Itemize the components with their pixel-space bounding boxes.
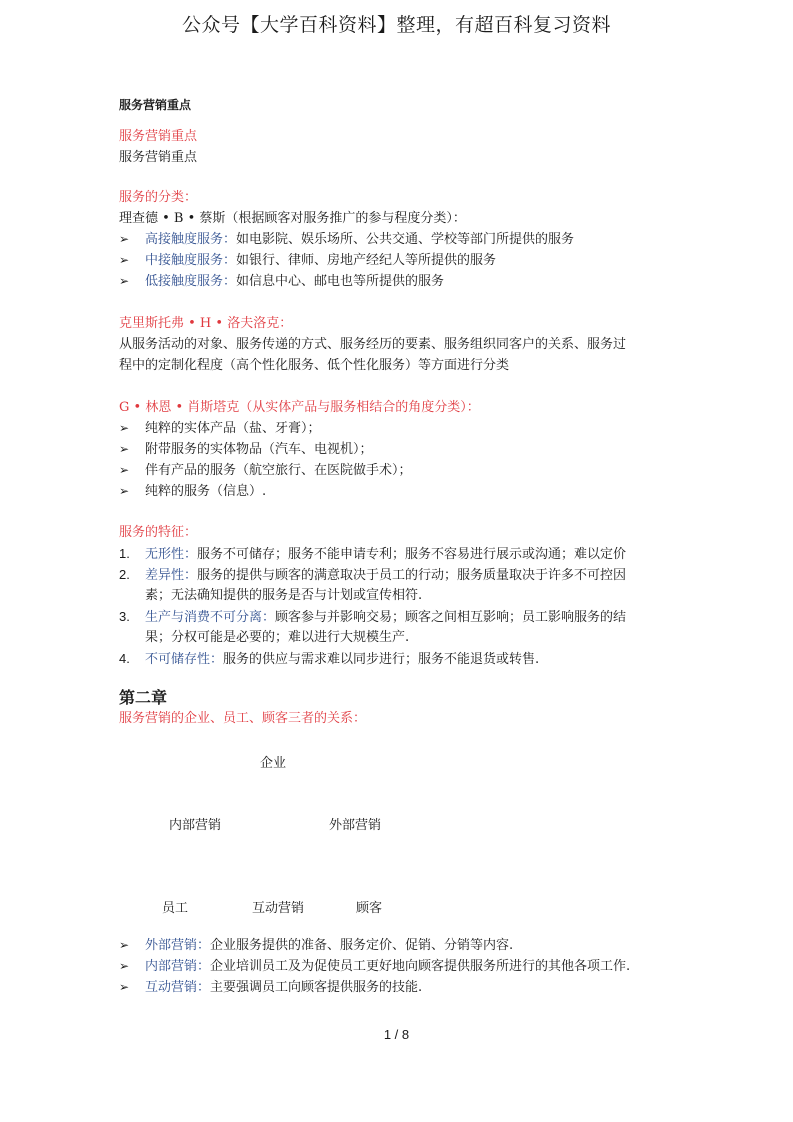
list-item	[119, 250, 496, 271]
classification-heading: 服务的分类：	[119, 190, 198, 205]
list-item	[119, 977, 422, 998]
item-label: 外部营销：	[145, 938, 211, 953]
list-item	[119, 481, 266, 502]
item-continuation: 果；分权可能是必要的；难以进行大规模生产.	[145, 630, 410, 645]
arrow-bullet-icon: ➢	[119, 484, 130, 498]
item-text: 企业培训员工及为促使员工更好地向顾客提供服务所进行的其他各项工作.	[210, 959, 631, 974]
item-text: 顾客参与并影响交易；顾客之间相互影响；员工影响服务的结	[275, 610, 627, 625]
item-text: 如信息中心、邮电也等所提供的服务	[236, 274, 445, 289]
document-title: 服务营销重点	[119, 98, 192, 112]
item-label: 互动营销：	[145, 980, 211, 995]
features-heading: 服务的特征：	[119, 525, 198, 540]
item-label: 内部营销：	[145, 959, 211, 974]
chapter-title: 第二章	[119, 688, 168, 707]
list-item	[119, 935, 513, 956]
list-item	[119, 229, 574, 250]
item-text: 纯粹的服务（信息）.	[145, 484, 267, 499]
diagram-company: 企业	[260, 756, 287, 771]
item-text: 附带服务的实体物品（汽车、电视机）；	[145, 442, 373, 457]
item-number: 4.	[119, 651, 130, 666]
arrow-bullet-icon: ➢	[119, 442, 130, 456]
item-text: 伴有产品的服务（航空旅行、在医院做手术）；	[145, 463, 412, 478]
diagram-employee: 员工	[162, 901, 189, 916]
author-chase: 理查德 • B • 蔡斯（根据顾客对服务推广的参与程度分类）：	[119, 211, 466, 226]
numbered-item	[119, 543, 626, 564]
arrow-bullet-icon: ➢	[119, 959, 130, 973]
list-item	[119, 271, 444, 292]
arrow-bullet-icon: ➢	[119, 938, 130, 952]
list-item	[119, 460, 412, 481]
arrow-bullet-icon: ➢	[119, 232, 130, 246]
lovelock-text-line2: 程中的定制化程度（高个性化服务、低个性化服务）等方面进行分类	[119, 358, 510, 373]
list-item	[119, 418, 321, 439]
lovelock-text-line1: 从服务活动的对象、服务传递的方式、服务经历的要素、服务组织同客户的关系、服务过	[119, 337, 627, 352]
intro-black-line: 服务营销重点	[119, 150, 198, 165]
arrow-bullet-icon: ➢	[119, 253, 130, 267]
item-label: 生产与消费不可分离：	[145, 610, 276, 625]
diagram-customer: 顾客	[356, 901, 383, 916]
item-text: 纯粹的实体产品（盐、牙膏）；	[145, 421, 321, 436]
item-text: 服务的供应与需求难以同步进行；服务不能退货或转售.	[223, 652, 540, 667]
item-label: 低接触度服务：	[145, 274, 237, 289]
relation-heading: 服务营销的企业、员工、顾客三者的关系：	[119, 711, 367, 726]
item-text: 主要强调员工向顾客提供服务的技能.	[210, 980, 423, 995]
item-label: 高接触度服务：	[145, 232, 237, 247]
list-item	[119, 439, 373, 460]
page-header: 公众号【大学百科资料】整理，有超百科复习资料	[181, 14, 611, 36]
diagram-internal-marketing: 内部营销	[169, 818, 222, 833]
numbered-item	[119, 648, 539, 669]
item-text: 服务的提供与顾客的满意取决于员工的行动；服务质量取决于许多不可控因	[197, 568, 627, 583]
arrow-bullet-icon: ➢	[119, 980, 130, 994]
item-text: 服务不可储存；服务不能申请专利；服务不容易进行展示或沟通；难以定价	[197, 547, 627, 562]
item-label: 无形性：	[145, 547, 198, 562]
item-text: 如银行、律师、房地产经纪人等所提供的服务	[236, 253, 497, 268]
item-label: 不可储存性：	[145, 652, 224, 667]
diagram-interactive-marketing: 互动营销	[252, 901, 305, 916]
item-label: 中接触度服务：	[145, 253, 237, 268]
numbered-item	[119, 564, 626, 585]
item-text: 如电影院、娱乐场所、公共交通、学校等部门所提供的服务	[236, 232, 575, 247]
item-label: 差异性：	[145, 568, 198, 583]
item-number: 1.	[119, 546, 130, 561]
page-number: 1 / 8	[383, 1027, 410, 1042]
item-number: 3.	[119, 609, 130, 624]
author-shostack: G • 林恩 • 肖斯塔克（从实体产品与服务相结合的角度分类）：	[119, 400, 480, 415]
item-number: 2.	[119, 567, 130, 582]
item-text: 企业服务提供的准备、服务定价、促销、分销等内容.	[210, 938, 514, 953]
intro-red-line: 服务营销重点	[119, 129, 198, 144]
diagram-external-marketing: 外部营销	[329, 818, 382, 833]
arrow-bullet-icon: ➢	[119, 274, 130, 288]
arrow-bullet-icon: ➢	[119, 421, 130, 435]
item-continuation: 素；无法确知提供的服务是否与计划或宣传相符.	[145, 588, 423, 603]
author-lovelock: 克里斯托弗 • H • 洛夫洛克：	[119, 316, 293, 331]
numbered-item	[119, 606, 626, 627]
arrow-bullet-icon: ➢	[119, 463, 130, 477]
list-item	[119, 956, 630, 977]
